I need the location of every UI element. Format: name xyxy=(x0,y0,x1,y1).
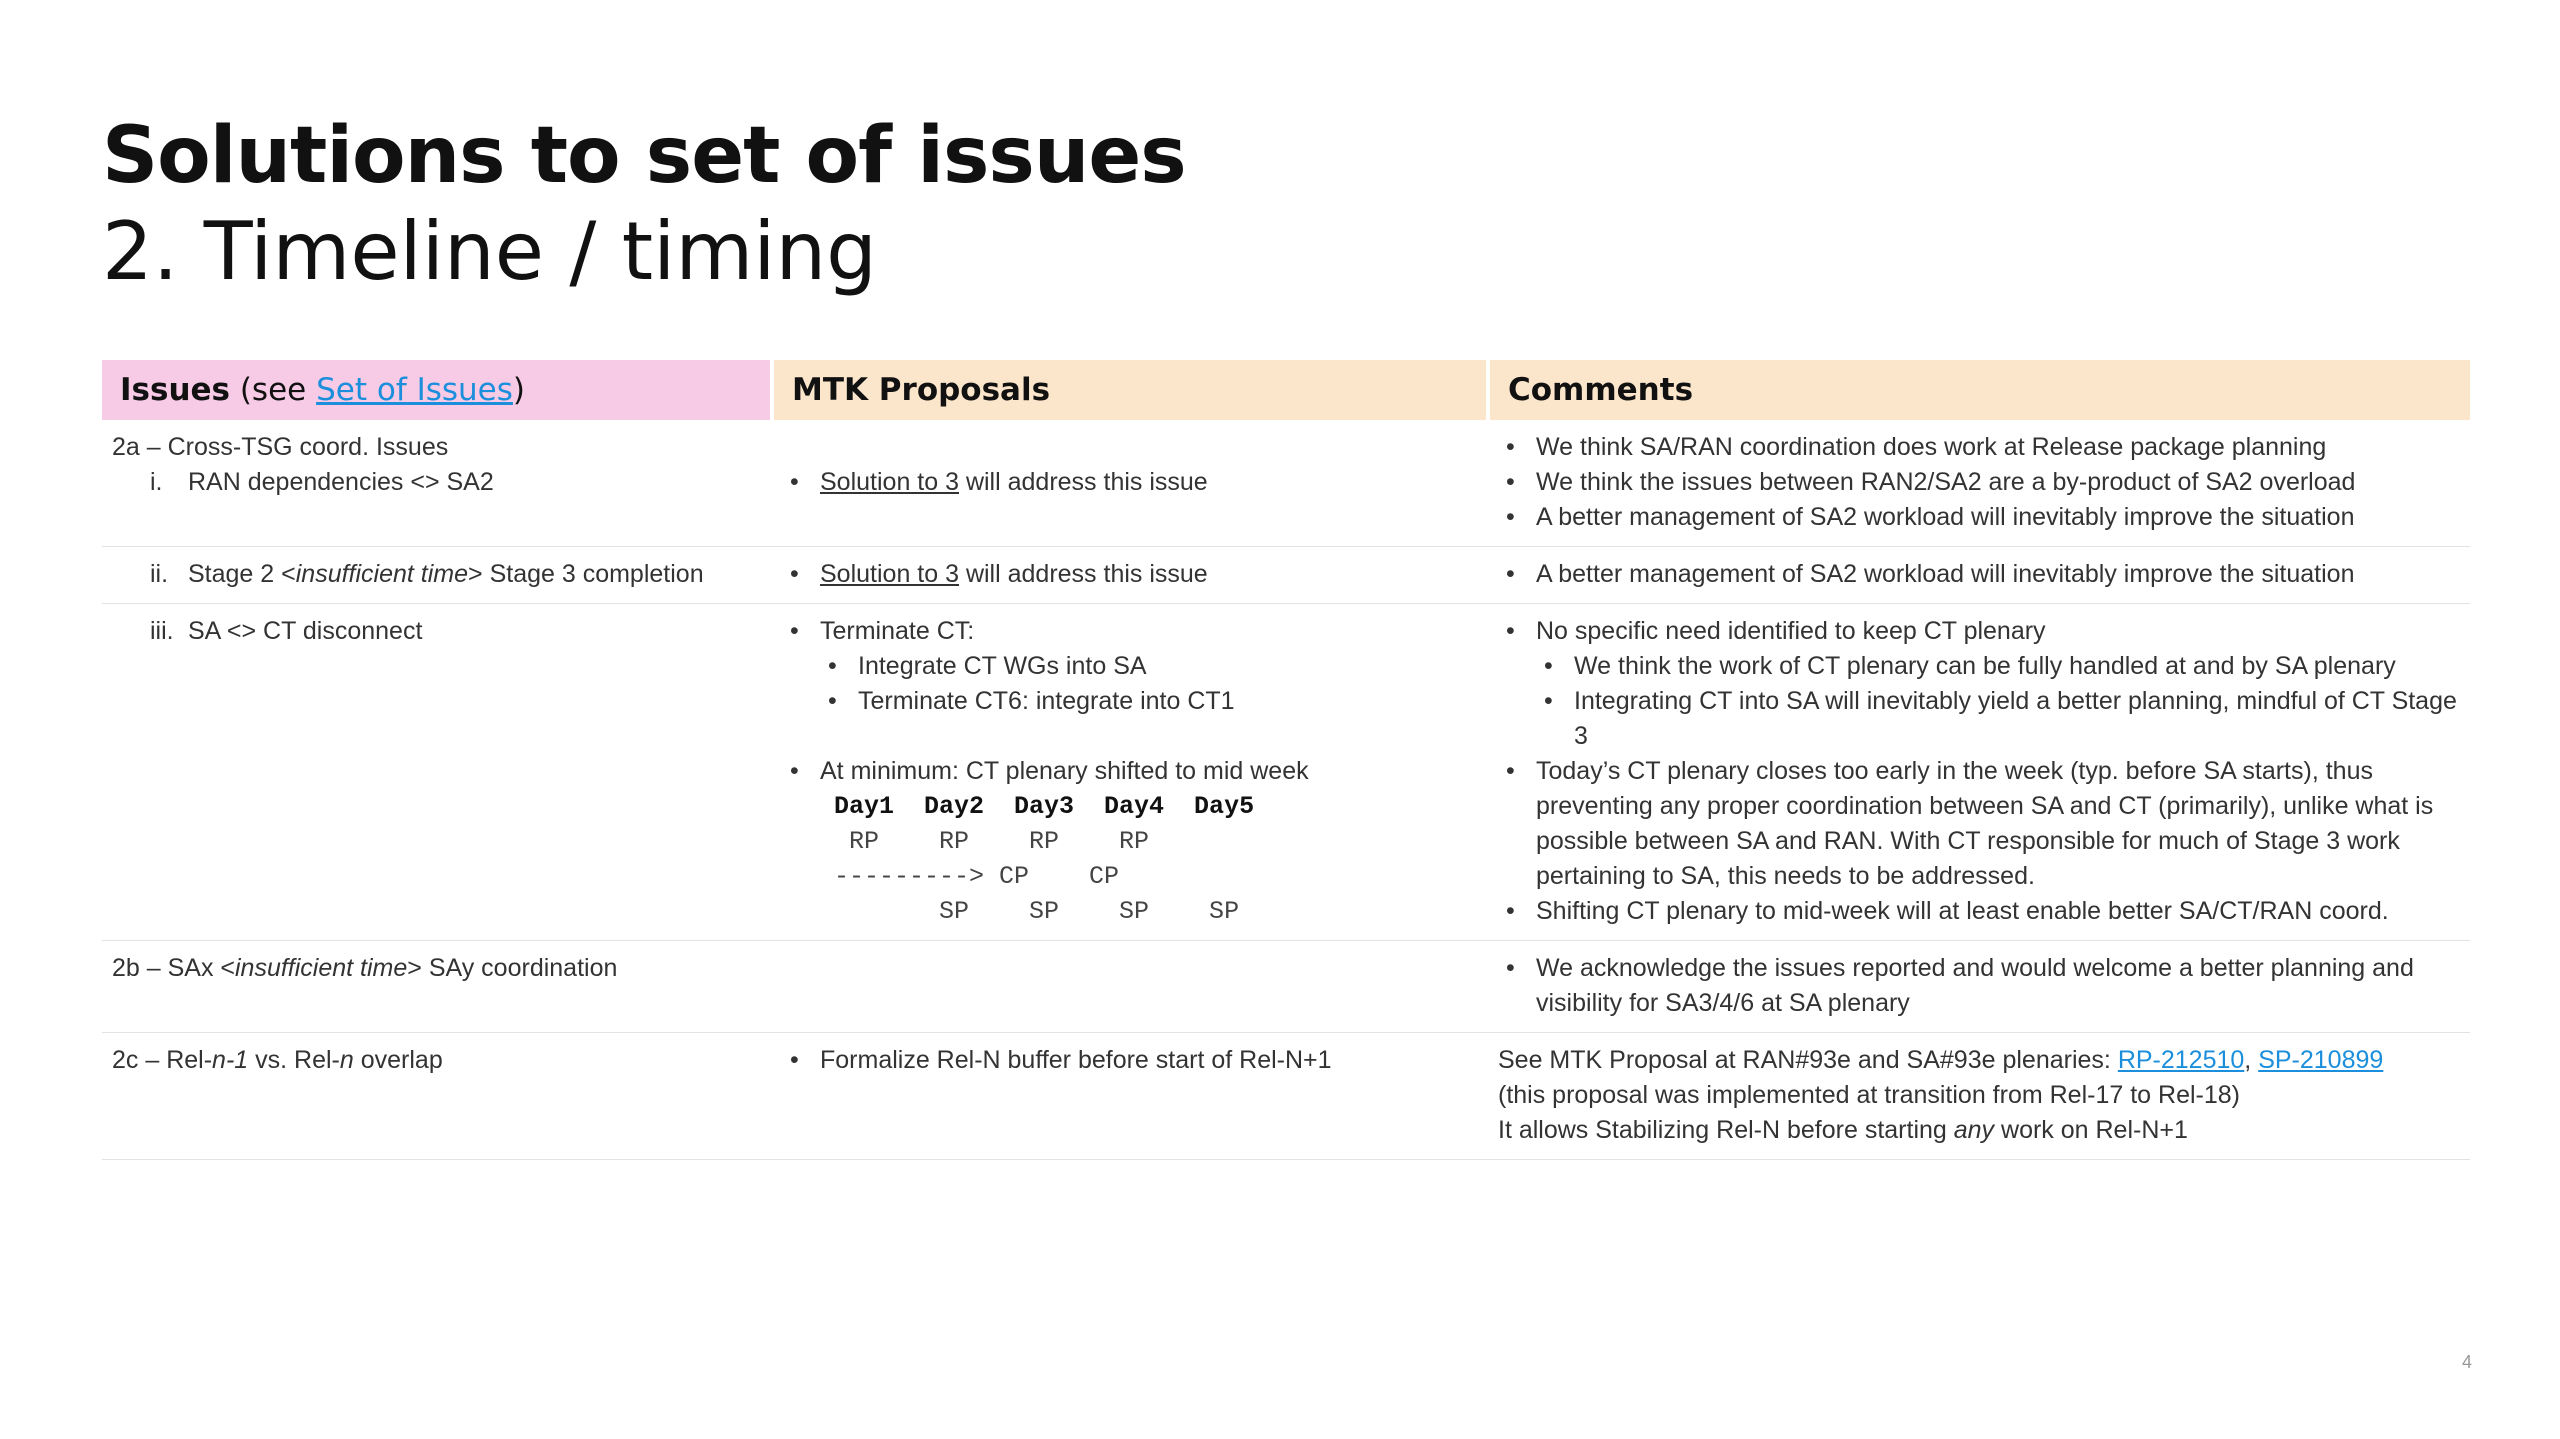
rp-212510-link[interactable]: RP-212510 xyxy=(2117,1046,2245,1074)
table-row xyxy=(102,1033,2470,1160)
proposal-cell xyxy=(772,604,1488,941)
solution-link[interactable]: Solution to 3 xyxy=(820,560,959,588)
comment-line xyxy=(1498,1043,2464,1078)
list-item: • We think SA/RAN coordination does work at Release package planning xyxy=(1498,430,2464,465)
issue-text-italic: n-1 xyxy=(212,1046,249,1074)
list-item: • Today’s CT plenary closes too early in the week (typ. before SA starts), thus preventing any proper coordination between SA and CT (primarily), unlike what is possible between SA and RAN. With CT responsible for much of Stage 3 work pertaining to SA, this needs to be addressed. xyxy=(1498,754,2464,894)
issue-text-pre: 2b – SAx < xyxy=(112,954,235,982)
list-item: • Formalize Rel-N buffer before start of Rel-N+1 xyxy=(782,1043,1482,1078)
proposal-text: will address this issue xyxy=(959,468,1208,496)
solution-link[interactable]: Solution to 3 xyxy=(820,468,959,496)
issue-title xyxy=(112,951,766,986)
issue-title: 2a – Cross-TSG coord. Issues xyxy=(112,433,449,461)
schedule-cp: ---------> CP CP xyxy=(834,862,1120,891)
issue-sub-num: ii. xyxy=(150,560,169,588)
list-item: • A better management of SA2 workload will inevitably improve the situation xyxy=(1498,500,2464,535)
table-row xyxy=(102,941,2470,1033)
comment-cell xyxy=(1488,941,2470,1033)
issue-title xyxy=(112,1043,766,1078)
issue-text-italic: insufficient time xyxy=(235,954,408,982)
list-item: • We acknowledge the issues reported and would welcome a better planning and visibility for SA3/4/6 at SA plenary xyxy=(1498,951,2464,1021)
comment-text: It allows Stabilizing Rel-N before starting xyxy=(1498,1116,1954,1144)
issue-cell xyxy=(102,1033,772,1160)
issue-cell xyxy=(102,604,772,941)
slide-title: Solutions to set of issues xyxy=(102,111,1186,201)
list-item xyxy=(782,557,1482,592)
header-issues xyxy=(102,360,772,420)
list-item: • A better management of SA2 workload will inevitably improve the situation xyxy=(1498,557,2464,592)
list-item: • We think the work of CT plenary can be fully handled at and by SA plenary xyxy=(1536,649,2464,684)
list-item: • We think the issues between RAN2/SA2 are a by-product of SA2 overload xyxy=(1498,465,2464,500)
issue-sub-text: RAN dependencies <> SA2 xyxy=(188,468,494,496)
issue-text-post: > SAy coordination xyxy=(407,954,618,982)
comment-cell xyxy=(1488,604,2470,941)
proposal-text: will address this issue xyxy=(959,560,1208,588)
comment-sep: , xyxy=(2244,1046,2259,1074)
proposal-cell xyxy=(772,547,1488,604)
page-number: 4 xyxy=(2461,1352,2472,1372)
list-item: • No specific need identified to keep CT plenary xyxy=(1498,614,2464,649)
issue-sub xyxy=(112,465,766,500)
header-see-suffix: ) xyxy=(512,371,526,408)
issue-sub xyxy=(112,614,766,649)
header-proposals: MTK Proposals xyxy=(772,360,1488,420)
header-see-prefix: (see xyxy=(229,371,317,408)
header-issues-label: Issues xyxy=(120,371,230,408)
list-item: • Terminate CT6: integrate into CT1 xyxy=(820,684,1482,719)
proposal-cell xyxy=(772,1033,1488,1160)
issue-cell xyxy=(102,420,772,547)
issue-text-italic: insufficient time xyxy=(295,560,469,588)
issue-text-italic: n xyxy=(339,1046,354,1074)
list-item: • Shifting CT plenary to mid-week will at least enable better SA/CT/RAN coord. xyxy=(1498,894,2464,929)
schedule-days: Day1 Day2 Day3 Day4 Day5 xyxy=(834,792,1255,821)
sp-210899-link[interactable]: SP-210899 xyxy=(2258,1046,2384,1074)
comment-italic: any xyxy=(1953,1116,1995,1144)
comment-line xyxy=(1498,1113,2464,1148)
proposal-cell xyxy=(772,941,1488,1033)
issue-text-post: > Stage 3 completion xyxy=(468,560,704,588)
comment-text: See MTK Proposal at RAN#93e and SA#93e plenaries: xyxy=(1498,1046,2118,1074)
issue-sub-num: iii. xyxy=(150,617,174,645)
issue-sub xyxy=(112,557,766,592)
table-header-row xyxy=(102,360,2470,420)
list-item: • Integrating CT into SA will inevitably yield a better planning, mindful of CT Stage 3 xyxy=(1536,684,2464,754)
list-item: • At minimum: CT plenary shifted to mid week xyxy=(782,754,1482,789)
issue-sub-text: SA <> CT disconnect xyxy=(188,617,423,645)
issues-table xyxy=(102,360,2470,1160)
comment-cell xyxy=(1488,420,2470,547)
schedule-rp: RP RP RP RP xyxy=(834,827,1150,856)
issue-sub-num: i. xyxy=(150,468,163,496)
comment-text: work on Rel-N+1 xyxy=(1994,1116,2188,1144)
issue-cell xyxy=(102,547,772,604)
comment-cell xyxy=(1488,1033,2470,1160)
table-row xyxy=(102,420,2470,547)
list-item: • Integrate CT WGs into SA xyxy=(820,649,1482,684)
issue-text-mid: vs. Rel- xyxy=(248,1046,340,1074)
schedule-sp: SP SP SP SP xyxy=(834,897,1240,926)
comment-line: (this proposal was implemented at transition from Rel-17 to Rel-18) xyxy=(1498,1081,2240,1109)
issue-cell xyxy=(102,941,772,1033)
comment-cell xyxy=(1488,547,2470,604)
list-item xyxy=(782,465,1482,500)
list-item: • Terminate CT: xyxy=(782,614,1482,649)
table-row xyxy=(102,604,2470,941)
proposal-cell xyxy=(772,420,1488,547)
slide-subtitle: 2. Timeline / timing xyxy=(102,205,877,298)
set-of-issues-link[interactable]: Set of Issues xyxy=(316,371,513,408)
table-row xyxy=(102,547,2470,604)
header-comments: Comments xyxy=(1488,360,2470,420)
issue-text-post: overlap xyxy=(353,1046,443,1074)
issue-text-pre: 2c – Rel- xyxy=(112,1046,213,1074)
issue-text-pre: Stage 2 < xyxy=(188,560,296,588)
